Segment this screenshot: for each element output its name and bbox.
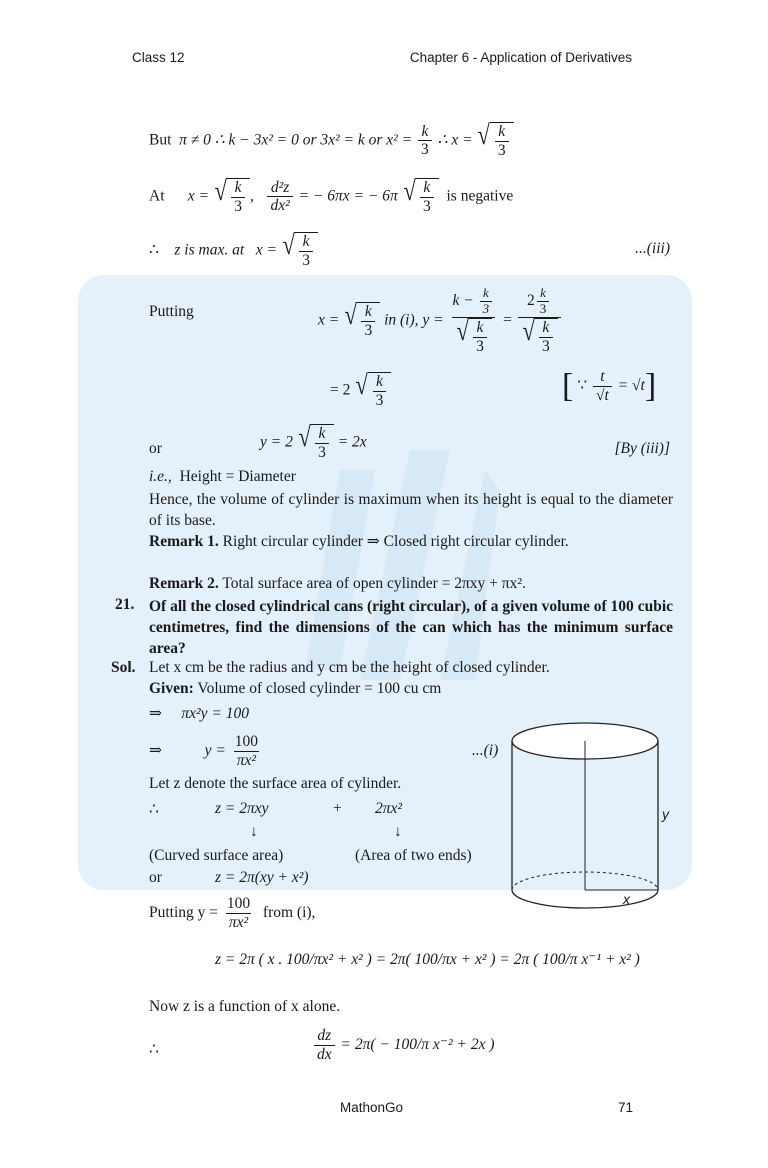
let-z-line: Let z denote the surface area of cylinder. bbox=[149, 775, 402, 792]
eq-tag-iii: ...(iii) bbox=[635, 240, 670, 257]
given-line: Given: Volume of closed cylinder = 100 cu cm bbox=[149, 680, 442, 697]
hence-paragraph: Hence, the volume of cylinder is maximum when its height is equal to the diameter of its base. bbox=[149, 491, 673, 529]
eq-line-1: ⇒ πx²y = 100 bbox=[149, 705, 250, 722]
z-eq-2: z = 2π(xy + x²) bbox=[215, 869, 309, 886]
putting-label: Putting bbox=[149, 303, 194, 320]
remark-2: Remark 2. Total surface area of open cylinder = 2πxy + πx². bbox=[149, 575, 526, 592]
therefore-1: ∴ bbox=[149, 801, 159, 818]
now-z-line: Now z is a function of x alone. bbox=[149, 998, 341, 1015]
down-arrow-icon: ↓ bbox=[394, 823, 402, 840]
eq-line-2: ⇒ y = $\frac{100}{\text{πx²}}$ bbox=[149, 733, 258, 769]
step2-line: At x = √ $\frac{k}{3}$ , $\frac{\text{d²z}}{\text{dx²}}$ = − 6πx = − 6π √ $\frac{k}{3}$ is negative bbox=[149, 176, 514, 215]
question-number: 21. bbox=[115, 596, 135, 613]
dz-dx-equation: $\frac{dz}{dx}$ = 2π( − 100/π x⁻² + 2x ) bbox=[312, 1027, 495, 1064]
step1-line: But π ≠ 0 ∴ k − 3x² = 0 or 3x² = k or x² = $\frac{k}{3}$ ∴ x = √ $\frac{k}{3}$ bbox=[149, 122, 514, 160]
ie-line: i.e., Height = Diameter bbox=[149, 468, 296, 485]
header-chapter: Chapter 6 - Application of Derivatives bbox=[409, 50, 632, 65]
down-arrow-icon: ↓ bbox=[250, 823, 258, 840]
z-eq-term2: 2πx² bbox=[375, 800, 403, 817]
by-iii-tag: [By (iii)] bbox=[614, 440, 670, 457]
therefore-2: ∴ bbox=[149, 1041, 159, 1058]
sol-line1: Let x cm be the radius and y cm be the height of closed cylinder. bbox=[149, 659, 550, 676]
or-label-2: or bbox=[149, 869, 162, 886]
solution-label: Sol. bbox=[111, 659, 136, 676]
page-number: 71 bbox=[618, 1100, 634, 1115]
footer-brand: MathonGo bbox=[340, 1100, 404, 1115]
figure-x-label: x bbox=[623, 891, 630, 907]
z-eq-term1: z = 2πxy bbox=[215, 800, 269, 817]
hint-bracket: [ ∵ $\frac{t}{√t}$ = √t] bbox=[562, 367, 657, 405]
z-long-equation: z = 2π ( x . 100/πx² + x² ) = 2π( 100/πx + x² ) = 2π ( 100/π x⁻¹ + x² ) bbox=[215, 951, 640, 968]
step4-line3: y = 2 √ $\frac{k}{3}$ = 2x bbox=[260, 422, 367, 461]
step4-line2: = 2 √ $\frac{k}{3}$ bbox=[330, 372, 391, 410]
cylinder-figure bbox=[505, 718, 685, 916]
plus-sign: + bbox=[333, 800, 342, 817]
curved-surface-label: (Curved surface area) bbox=[149, 847, 284, 864]
putting-equation: x = √ $\frac{k}{3}$ in (i), y = k − $\frac{k}{3}$ √ $\frac{k}{3}$ = 2 $\frac{k}{3}$ √ $\frac{k}{3}$ bbox=[318, 286, 563, 356]
two-ends-label: (Area of two ends) bbox=[355, 847, 472, 864]
or-label-1: or bbox=[149, 440, 162, 457]
figure-y-label: y bbox=[662, 806, 669, 822]
putting-y-line: Putting y = $\frac{100}{\text{πx²}}$ from (i), bbox=[149, 895, 316, 931]
eq-tag-i: ...(i) bbox=[472, 742, 499, 759]
remark-1: Remark 1. Right circular cylinder ⇒ Closed right circular cylinder. bbox=[149, 533, 569, 550]
step3-line: ∴ z is max. at x = √ $\frac{k}{3}$ bbox=[149, 232, 318, 270]
question-21-text: Of all the closed cylindrical cans (right circular), of a given volume of 100 cubic centimetres, find the dimensions of the can which has the minimum surface area? bbox=[149, 598, 673, 657]
header-class: Class 12 bbox=[132, 50, 185, 65]
